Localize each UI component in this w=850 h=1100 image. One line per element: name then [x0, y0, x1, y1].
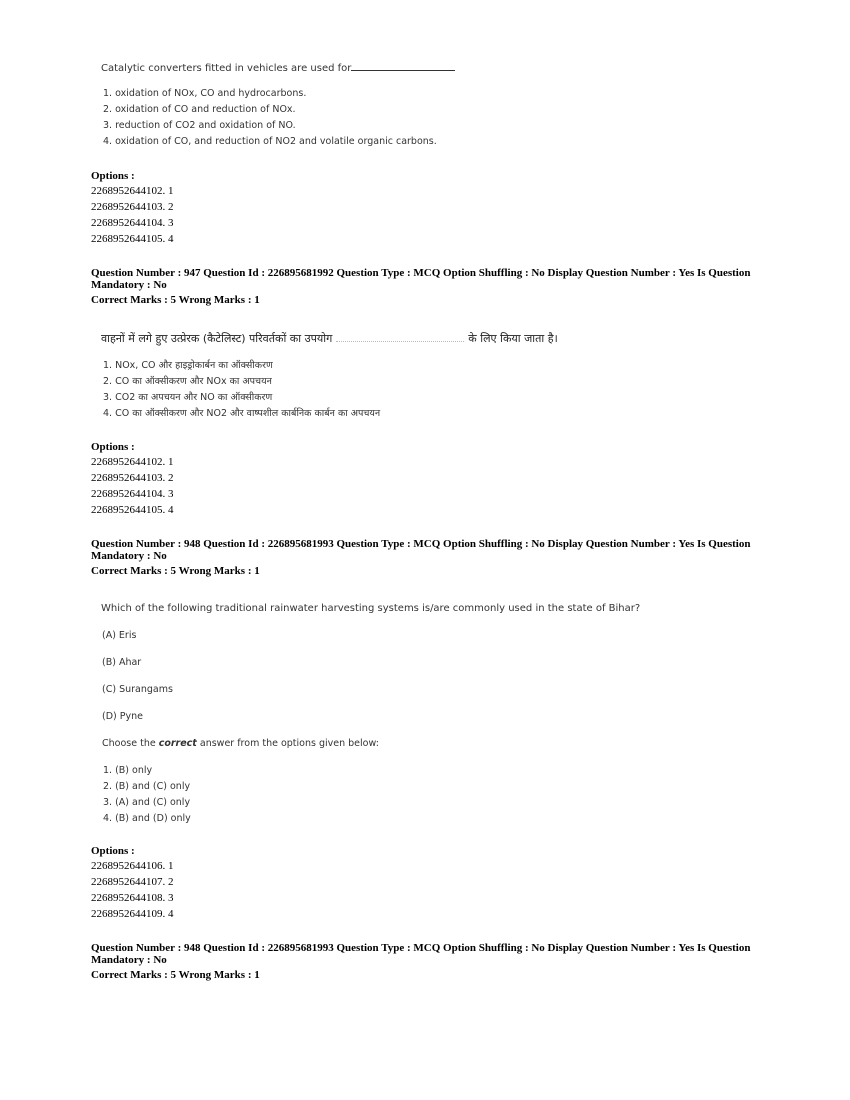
- question-946-text: Catalytic converters fitted in vehicles are used for: [101, 61, 455, 74]
- choice-3: 3. reduction of CO2 and oxidation of NO.: [103, 120, 296, 131]
- options-label: Options :: [91, 845, 135, 857]
- option-id-row: 2268952644108. 3: [91, 892, 174, 904]
- question-meta-line: Question Number : 948 Question Id : 226895681993 Question Type : MCQ Option Shuffling : No Display Question Number : Yes Is Question: [91, 538, 751, 550]
- question-meta-line: Question Number : 947 Question Id : 226895681992 Question Type : MCQ Option Shuffling : No Display Question Number : Yes Is Question: [91, 267, 751, 279]
- answer-blank: [336, 333, 464, 342]
- option-id-row: 2268952644103. 2: [91, 472, 174, 484]
- list-item: (A) Eris: [102, 630, 137, 641]
- option-id-row: 2268952644103. 2: [91, 201, 174, 213]
- options-label: Options :: [91, 441, 135, 453]
- choice-1: 1. (B) only: [103, 765, 153, 776]
- question-marks: Correct Marks : 5 Wrong Marks : 1: [91, 294, 260, 306]
- list-item: (D) Pyne: [102, 711, 143, 722]
- question-meta-line: Mandatory : No: [91, 550, 167, 562]
- options-label: Options :: [91, 170, 135, 182]
- question-meta-line: Mandatory : No: [91, 954, 167, 966]
- choice-3: 3. (A) and (C) only: [103, 797, 191, 808]
- option-id-row: 2268952644105. 4: [91, 504, 174, 516]
- choice-4: 4. (B) and (D) only: [103, 813, 191, 824]
- question-948-text: Which of the following traditional rainwater harvesting systems is/are commonly used in the state of Bihar?: [101, 603, 641, 614]
- option-id-row: 2268952644104. 3: [91, 217, 174, 229]
- choice-1: 1. NOx, CO और हाइड्रोकार्बन का ऑक्सीकरण: [103, 360, 273, 371]
- answer-blank: [351, 61, 455, 71]
- question-marks: Correct Marks : 5 Wrong Marks : 1: [91, 969, 260, 981]
- question-meta-line: Question Number : 948 Question Id : 226895681993 Question Type : MCQ Option Shuffling : No Display Question Number : Yes Is Question: [91, 942, 751, 954]
- choice-3: 3. CO2 का अपचयन और NO का ऑक्सीकरण: [103, 392, 273, 403]
- choice-2: 2. CO का ऑक्सीकरण और NOx का अपचयन: [103, 376, 272, 387]
- choice-1: 1. oxidation of NOx, CO and hydrocarbons.: [103, 88, 307, 99]
- option-id-row: 2268952644102. 1: [91, 456, 174, 468]
- question-947-text: वाहनों में लगे हुए उत्प्रेरक (कैटेलिस्ट) परिवर्तकों का उपयोग के लिए किया जाता है।: [101, 332, 558, 345]
- option-id-row: 2268952644104. 3: [91, 488, 174, 500]
- option-id-row: 2268952644105. 4: [91, 233, 174, 245]
- option-id-row: 2268952644102. 1: [91, 185, 174, 197]
- choice-4: 4. CO का ऑक्सीकरण और NO2 और वाष्पशील कार्बनिक कार्बन का अपचयन: [103, 408, 381, 419]
- choice-2: 2. (B) and (C) only: [103, 781, 191, 792]
- choice-4: 4. oxidation of CO, and reduction of NO2 and volatile organic carbons.: [103, 136, 437, 147]
- question-meta-line: Mandatory : No: [91, 279, 167, 291]
- option-id-row: 2268952644109. 4: [91, 908, 174, 920]
- option-id-row: 2268952644107. 2: [91, 876, 174, 888]
- question-marks: Correct Marks : 5 Wrong Marks : 1: [91, 565, 260, 577]
- choose-instruction: Choose the correct answer from the options given below:: [102, 738, 379, 749]
- choice-2: 2. oxidation of CO and reduction of NOx.: [103, 104, 296, 115]
- list-item: (B) Ahar: [102, 657, 142, 668]
- option-id-row: 2268952644106. 1: [91, 860, 174, 872]
- list-item: (C) Surangams: [102, 684, 173, 695]
